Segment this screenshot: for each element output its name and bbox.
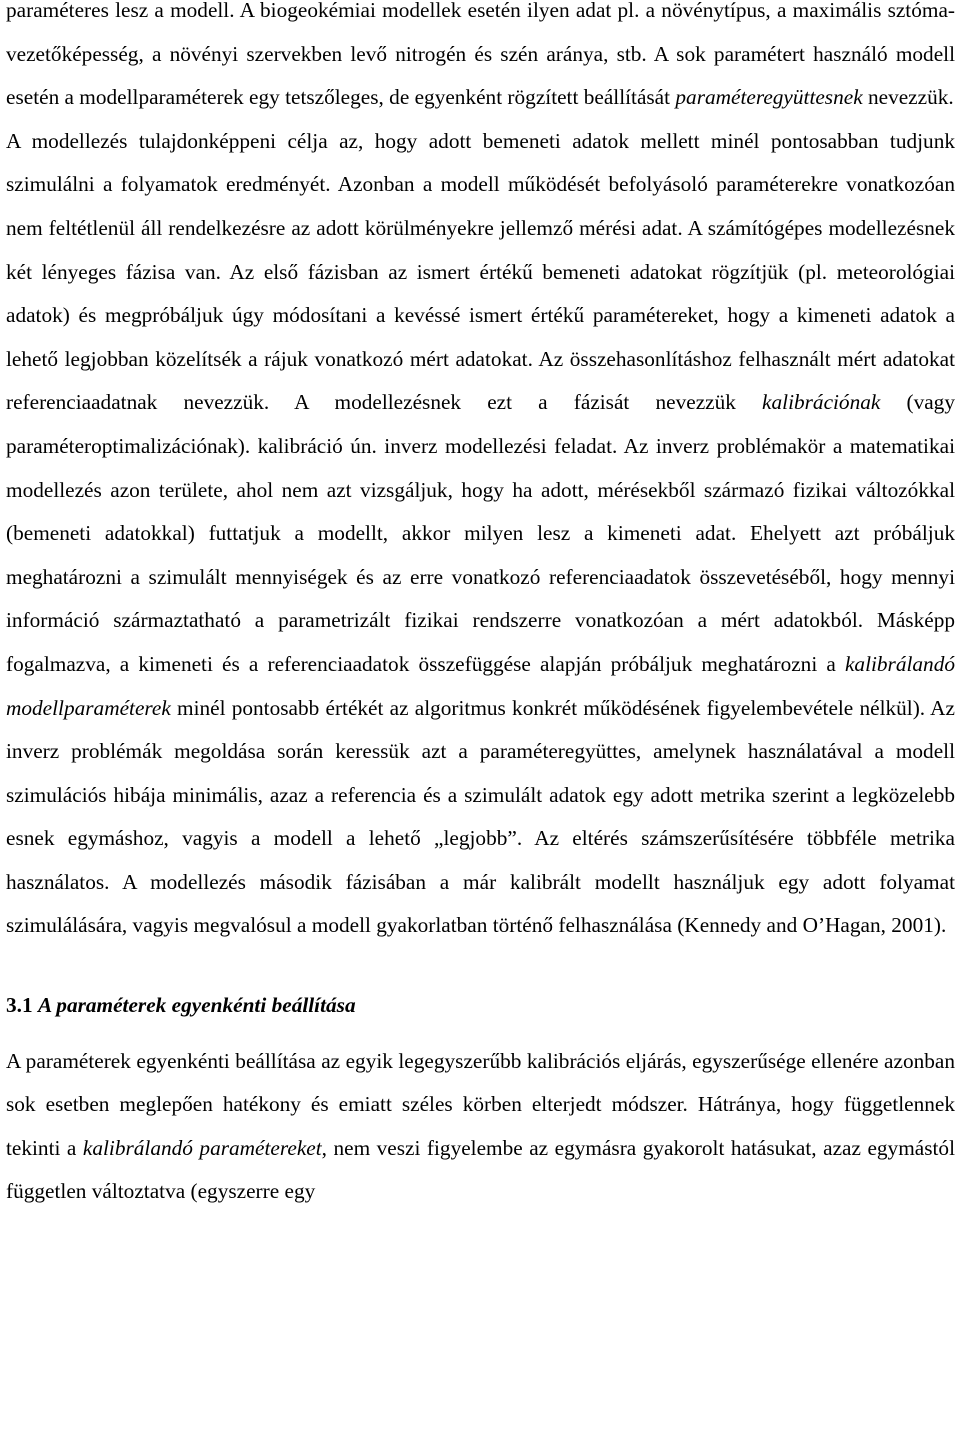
paragraph-text: A paraméterek egyenkénti beállítása az egyik legegyszerűbb kalibrációs eljárás, egyszerűsége ellenére azonban sok esetben meglepően hatékony és emiatt széles körben elterjedt módszer. Hátránya, hogy függetlennek tekinti a (6, 1048, 955, 1160)
section-title: A paraméterek egyenkénti beállítása (37, 993, 356, 1018)
paragraph-calibration (6, 120, 955, 948)
paragraph-one-at-a-time (6, 1040, 955, 1214)
section-spacer (6, 948, 955, 984)
term-calibration: kalibrációnak (762, 390, 881, 415)
section-number: 3.1 (6, 993, 33, 1018)
term-calibrated-parameters: kalibrálandó modellparaméterek (6, 651, 955, 720)
term-parameter-set: paraméteregyüttesnek (675, 85, 863, 110)
paragraph-text: paraméteres lesz a modell. A biogeokémiai modellek esetén ilyen adat pl. a növénytípus, a maximális sztóma-vezetőképesség, a növényi szervekben levő nitrogén és szén aránya, stb. A sok paramétert használó modell esetén a modellparaméterek egy tetszőleges, de egyenként rögzített beállítását (6, 0, 955, 110)
section-heading (6, 984, 955, 1028)
paragraph-parameter-set (6, 0, 955, 120)
paragraph-text: nevezzük. (862, 85, 954, 110)
paragraph-text: minél pontosabb értékét az algoritmus konkrét működésének figyelembevétele nélkül). Az inverz problémák megoldása során keressük azt a paraméteregyüttes, amelynek használatával a modell szimulációs hibája minimális, azaz a referencia és a szimulált adatok egy adott metrika szerint a legközelebb esnek egymáshoz, vagyis a modell a lehető „legjobb”. Az eltérés számszerűsítésére többféle metrika használatos. A modellezés második fázisában a már kalibrált modellt használjuk egy adott folyamat szimulálására, vagyis megvalósul a modell gyakorlatban történő felhasználása (Kennedy and O’Hagan, 2001). (6, 695, 955, 938)
document-page (6, 0, 955, 1214)
term-parameters-to-calibrate: kalibrálandó paramétereket (82, 1135, 322, 1160)
paragraph-text: (vagy paraméteroptimalizációnak). kalibráció ún. inverz modellezési feladat. Az inverz problémakör a matematikai modellezés azon területe, ahol nem azt vizsgáljuk, hogy ha adott, mérésekből származó fizikai változókkal (bemeneti adatokkal) futtatjuk a modellt, akkor milyen lesz a kimeneti adat. Ehelyett azt próbáljuk meghatározni a szimulált mennyiségek és az erre vonatkozó referenciaadatok összevetéséből, hogy mennyi információ származtatható a parametrizált fizikai rendszerre vonatkozóan a mért adatokból. Másképp fogalmazva, a kimeneti és a referenciaadatok összefüggése alapján próbáljuk meghatározni a (6, 390, 955, 676)
paragraph-text: , nem veszi figyelembe az egymásra gyakorolt hatásukat, azaz egymástól független változtatva (egyszerre egy (6, 1135, 955, 1204)
paragraph-text: A modellezés tulajdonképpeni célja az, hogy adott bemeneti adatok mellett minél pontosabban tudjunk szimulálni a folyamatok eredményét. Azonban a modell működését befolyásoló paraméterekre vonatkozóan nem feltétlenül áll rendelkezésre az adott körülményekre jellemző mérési adat. A számítógépes modellezésnek két lényeges fázisa van. Az első fázisban az ismert értékű bemeneti adatokat rögzítjük (pl. meteorológiai adatok) és megpróbáljuk úgy módosítani a kevéssé ismert értékű paramétereket, hogy a kimeneti adatok a lehető legjobban közelítsék a rájuk vonatkozó mért adatokat. Az összehasonlításhoz felhasznált mért adatokat referenciaadatnak nevezzük. A modellezésnek ezt a fázisát nevezzük (6, 128, 955, 415)
